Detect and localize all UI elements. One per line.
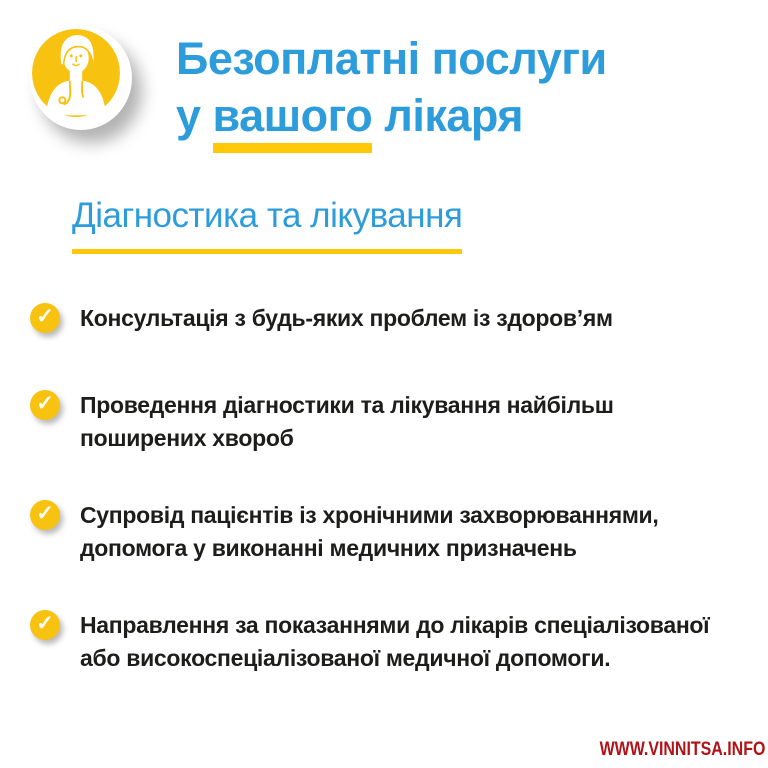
title-line-2-pre: у [176, 90, 213, 141]
list-item-text: Консультація з будь-яких проблем із здоров’ям [80, 305, 613, 331]
title-underlined-word: вашого [213, 90, 373, 153]
title-line-1: Безоплатні послуги [176, 33, 607, 84]
check-icon: ✓ [30, 500, 60, 530]
page-title [176, 26, 607, 144]
header [30, 26, 752, 144]
list-item [30, 302, 744, 335]
site-watermark: WWW.VINNITSA.INFO [599, 739, 765, 760]
list-item-text: Проведення діагностики та лікування найбільш поширених хвороб [80, 392, 614, 451]
list-item-text: Супровід пацієнтів із хронічними захворюваннями, допомога у виконанні медичних призначень [80, 502, 659, 561]
checklist [30, 302, 744, 719]
section-subtitle: Діагностика та лікування [72, 196, 462, 254]
check-icon: ✓ [30, 303, 60, 333]
doctor-icon [32, 28, 120, 118]
doctor-badge [30, 26, 132, 130]
check-icon: ✓ [30, 390, 60, 420]
list-item [30, 389, 744, 455]
title-line-2-post: лікаря [372, 90, 524, 141]
title-line-2 [176, 87, 607, 144]
list-item-text: Направлення за показаннями до лікарів спеціалізованої або високоспеціалізованої медичної допомоги. [80, 612, 710, 671]
check-icon: ✓ [30, 610, 60, 640]
list-item [30, 499, 744, 565]
list-item [30, 609, 744, 675]
section-header [72, 196, 462, 254]
